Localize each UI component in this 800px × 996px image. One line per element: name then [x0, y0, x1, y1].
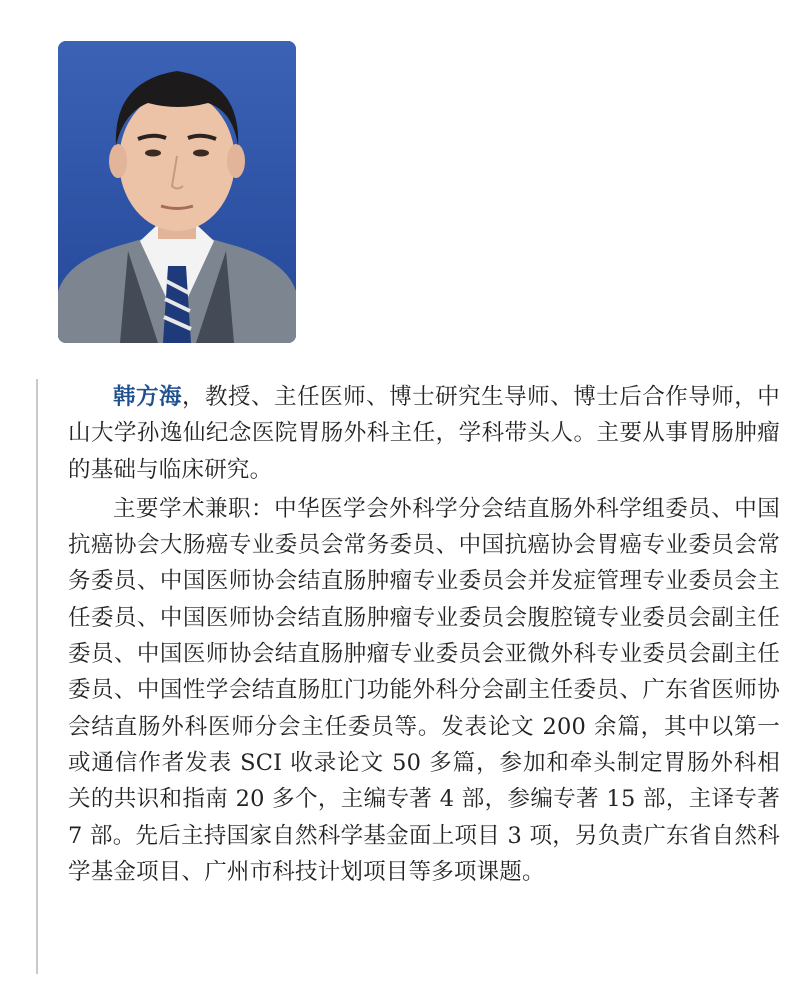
portrait-illustration: [58, 41, 296, 343]
intro-paragraph: [68, 379, 780, 488]
portrait-photo: [58, 41, 296, 343]
positions-paragraph: 主要学术兼职：中华医学会外科学分会结直肠外科学组委员、中国抗癌协会大肠癌专业委员会常务委员、中国抗癌协会胃癌专业委员会常务委员、中国医师协会结直肠肿瘤专业委员会并发症管理专业委员会主任委员、中国医师协会结直肠肿瘤专业委员会腹腔镜专业委员会副主任委员、中国医师协会结直肠肿瘤专业委员会亚微外科专业委员会副主任委员、中国性学会结直肠肛门功能外科分会副主任委员、广东省医师协会结直肠外科医师分会主任委员等。发表论文 200 余篇，其中以第一或通信作者发表 SCI 收录论文 50 多篇，参加和牵头制定胃肠外科相关的共识和指南 20 多个，主编专著 4 部，参编专著 15 部，主译专著 7 部。先后主持国家自然科学基金面上项目 3 项，另负责广东省自然科学基金项目、广州市科技计划项目等多项课题。: [68, 495, 780, 885]
person-name: 韩方海: [113, 384, 183, 410]
biography-text: [68, 379, 780, 890]
intro-text: ，教授、主任医师、博士研究生导师、博士后合作导师，中山大学孙逸仙纪念医院胃肠外科主任，学科带头人。主要从事胃肠肿瘤的基础与临床研究。: [68, 384, 780, 483]
left-margin-rule: [36, 379, 38, 974]
